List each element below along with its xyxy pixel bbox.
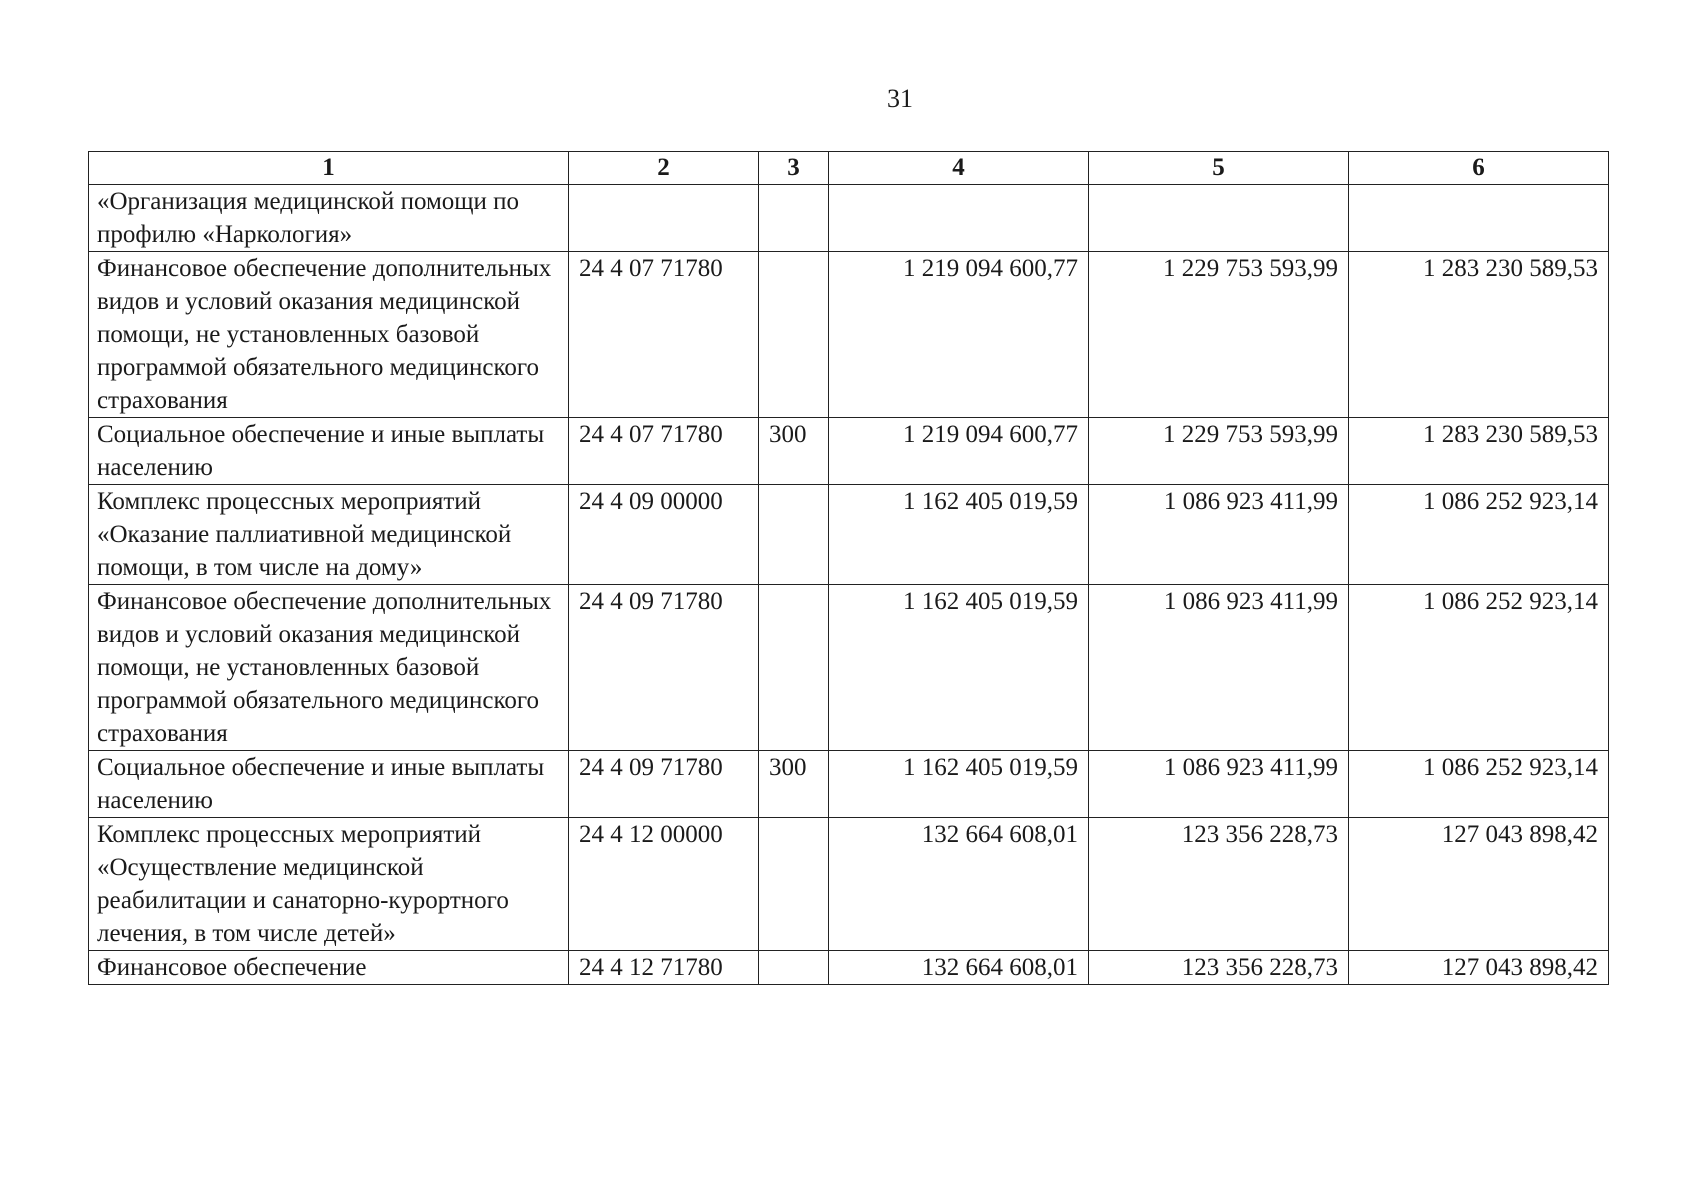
- row-value-5: 1 229 753 593,99: [1089, 252, 1349, 418]
- budget-table-container: [88, 151, 1608, 985]
- table-row: [89, 818, 1609, 951]
- row-name: Финансовое обеспечение дополнительных видов и условий оказания медицинской помощи, не установленных базовой программой обязательного медицинского страхования: [89, 252, 569, 418]
- row-code: 24 4 09 71780: [569, 751, 759, 818]
- budget-table: [88, 151, 1609, 985]
- row-code: [569, 185, 759, 252]
- row-value-4: 132 664 608,01: [829, 951, 1089, 985]
- row-expense-type: [759, 951, 829, 985]
- row-name: Социальное обеспечение и иные выплаты населению: [89, 418, 569, 485]
- row-code: 24 4 07 71780: [569, 418, 759, 485]
- row-value-5: 1 086 923 411,99: [1089, 485, 1349, 585]
- row-code: 24 4 09 00000: [569, 485, 759, 585]
- row-name: «Организация медицинской помощи по профилю «Наркология»: [89, 185, 569, 252]
- row-name: Комплекс процессных мероприятий «Осуществление медицинской реабилитации и санаторно-курортного лечения, в том числе детей»: [89, 818, 569, 951]
- row-value-5: 1 086 923 411,99: [1089, 585, 1349, 751]
- row-value-6: [1349, 185, 1609, 252]
- row-expense-type: [759, 818, 829, 951]
- header-cell-1: 1: [89, 152, 569, 185]
- table-row: [89, 252, 1609, 418]
- row-value-6: 1 086 252 923,14: [1349, 751, 1609, 818]
- row-value-4: [829, 185, 1089, 252]
- row-value-5: 1 086 923 411,99: [1089, 751, 1349, 818]
- row-value-5: [1089, 185, 1349, 252]
- row-value-6: 127 043 898,42: [1349, 818, 1609, 951]
- row-value-6: 1 283 230 589,53: [1349, 252, 1609, 418]
- row-name: Комплекс процессных мероприятий «Оказание паллиативной медицинской помощи, в том числе на дому»: [89, 485, 569, 585]
- row-value-6: 1 283 230 589,53: [1349, 418, 1609, 485]
- header-cell-4: 4: [829, 152, 1089, 185]
- header-cell-2: 2: [569, 152, 759, 185]
- row-value-4: 1 162 405 019,59: [829, 751, 1089, 818]
- table-row: [89, 585, 1609, 751]
- page-number: 31: [887, 84, 913, 113]
- row-value-5: 123 356 228,73: [1089, 951, 1349, 985]
- table-row: [89, 185, 1609, 252]
- row-value-4: 1 162 405 019,59: [829, 485, 1089, 585]
- row-value-6: 1 086 252 923,14: [1349, 485, 1609, 585]
- table-row: [89, 485, 1609, 585]
- row-code: 24 4 07 71780: [569, 252, 759, 418]
- row-value-4: 132 664 608,01: [829, 818, 1089, 951]
- row-name: Финансовое обеспечение дополнительных видов и условий оказания медицинской помощи, не установленных базовой программой обязательного медицинского страхования: [89, 585, 569, 751]
- header-cell-6: 6: [1349, 152, 1609, 185]
- header-row: [89, 152, 1609, 185]
- header-cell-5: 5: [1089, 152, 1349, 185]
- row-expense-type: [759, 252, 829, 418]
- row-value-5: 123 356 228,73: [1089, 818, 1349, 951]
- row-value-4: 1 219 094 600,77: [829, 418, 1089, 485]
- row-name: Социальное обеспечение и иные выплаты населению: [89, 751, 569, 818]
- row-expense-type: 300: [759, 418, 829, 485]
- row-value-6: 1 086 252 923,14: [1349, 585, 1609, 751]
- row-expense-type: [759, 485, 829, 585]
- header-cell-3: 3: [759, 152, 829, 185]
- row-code: 24 4 09 71780: [569, 585, 759, 751]
- row-code: 24 4 12 00000: [569, 818, 759, 951]
- table-row: [89, 418, 1609, 485]
- row-value-5: 1 229 753 593,99: [1089, 418, 1349, 485]
- row-value-6: 127 043 898,42: [1349, 951, 1609, 985]
- row-expense-type: [759, 185, 829, 252]
- row-value-4: 1 162 405 019,59: [829, 585, 1089, 751]
- row-code: 24 4 12 71780: [569, 951, 759, 985]
- row-expense-type: [759, 585, 829, 751]
- row-expense-type: 300: [759, 751, 829, 818]
- table-row: [89, 951, 1609, 985]
- row-name: Финансовое обеспечение: [89, 951, 569, 985]
- table-row: [89, 751, 1609, 818]
- row-value-4: 1 219 094 600,77: [829, 252, 1089, 418]
